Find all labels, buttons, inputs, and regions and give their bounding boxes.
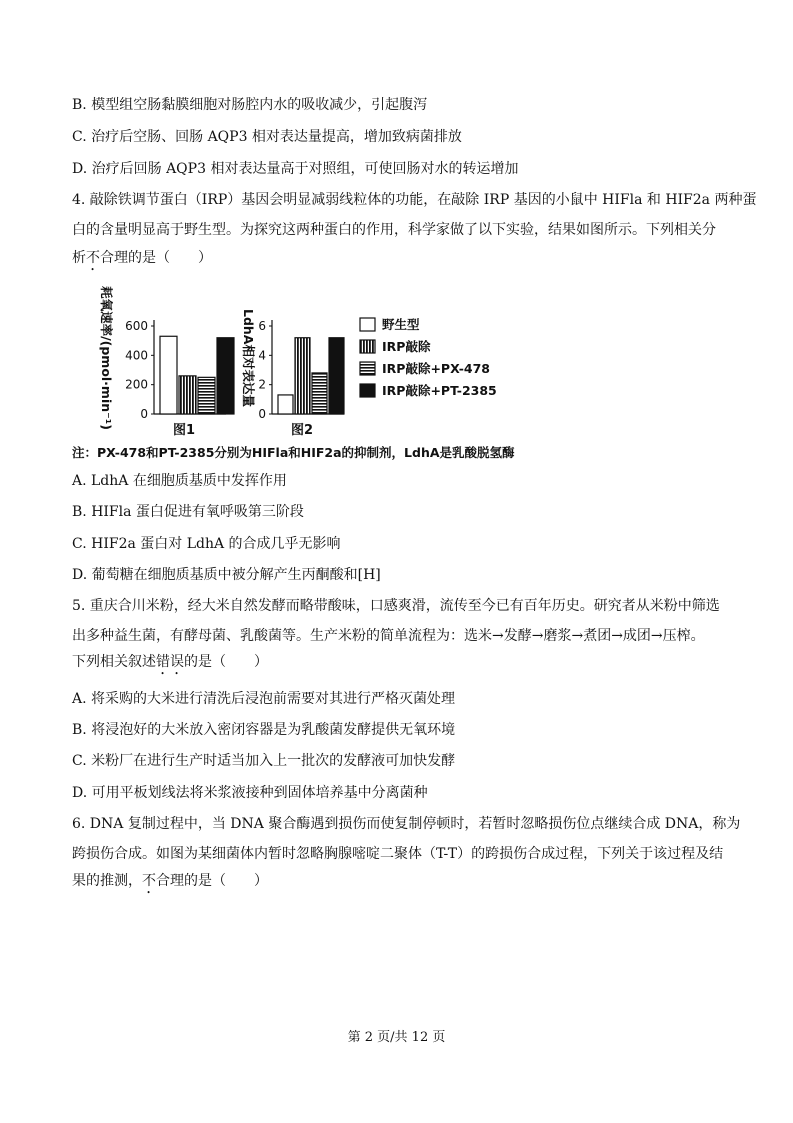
y-axis-label: 耗氧速率/(pmol·min⁻¹) <box>99 286 114 430</box>
y-tick-label: 2 <box>258 377 266 392</box>
bar-IRP敲除 <box>179 376 196 414</box>
q5-option-b: B. 将浸泡好的大米放入密闭容器是为乳酸菌发酵提供无氧环境 <box>72 722 456 738</box>
q4-figure <box>72 280 532 440</box>
q3-option-c: C. 治疗后空肠、回肠 AQP3 相对表达量提高，增加致病菌排放 <box>72 129 462 145</box>
bar-IRP敲除+PT-2385 <box>217 338 234 414</box>
legend-label: IRP敲除 <box>382 339 431 354</box>
q4-stem-line1: 4. 敲除铁调节蛋白（IRP）基因会明显减弱线粒体的功能，在敲除 IRP 基因的小鼠中 HIFla 和 HIF2a 两种蛋 <box>72 192 757 208</box>
bar-IRP敲除 <box>295 338 310 414</box>
q3-option-d: D. 治疗后回肠 AQP3 相对表达量高于对照组，可使回肠对水的转运增加 <box>72 161 519 177</box>
q4-option-a: A. LdhA 在细胞质基质中发挥作用 <box>72 473 287 489</box>
q5-stem-line3: 下列相关叙述错误的是（ ） <box>72 654 268 670</box>
q5-emphasis: 错误 <box>156 654 184 670</box>
y-tick-label: 0 <box>140 407 148 421</box>
bar-野生型 <box>160 336 177 414</box>
legend-swatch <box>360 318 375 331</box>
q4-stem-line3: 析不合理的是（ ） <box>72 250 212 266</box>
q4-note: 注：PX-478和PT-2385分别为HIFla和HIF2a的抑制剂，LdhA是乳酸脱氢酶 <box>72 445 515 460</box>
q4-option-c: C. HIF2a 蛋白对 LdhA 的合成几乎无影响 <box>72 536 341 552</box>
chart-title: 图1 <box>172 423 196 438</box>
legend-label: 野生型 <box>382 317 420 332</box>
page-footer: 第 2 页/共 12 页 <box>347 1030 446 1045</box>
chart-oxygen-consumption <box>99 286 234 438</box>
q4-stem-line2: 白的含量明显高于野生型。为探究这两种蛋白的作用，科学家做了以下实验，结果如图所示。下列相关分 <box>72 222 716 238</box>
q5-stem-line2: 出多种益生菌，有酵母菌、乳酸菌等。生产米粉的简单流程为：选米→发酵→磨浆→煮团→成团→压榨。 <box>72 628 705 644</box>
legend-swatch <box>360 340 375 353</box>
chart-ldha-expression <box>241 309 344 438</box>
y-tick-label: 600 <box>125 319 148 333</box>
legend-label: IRP敲除+PX-478 <box>382 361 490 376</box>
legend-swatch <box>360 384 375 397</box>
y-tick-label: 6 <box>258 319 266 333</box>
y-tick-label: 400 <box>125 348 148 363</box>
q4-emphasis: 不 <box>86 250 100 266</box>
y-tick-label: 4 <box>258 348 266 363</box>
y-tick-label: 200 <box>125 377 148 392</box>
chart-legend <box>360 317 497 398</box>
q5-option-d: D. 可用平板划线法将米浆液接种到固体培养基中分离菌种 <box>72 785 428 801</box>
chart-title: 图2 <box>290 423 314 438</box>
bar-IRP敲除+PX-478 <box>312 373 327 414</box>
y-axis-label: LdhA相对表达量 <box>241 309 256 407</box>
q5-stem-line1: 5. 重庆合川米粉，经大米自然发酵而略带酸味，口感爽滑，流传至今已有百年历史。研究者从米粉中筛选 <box>72 598 720 614</box>
bar-IRP敲除+PT-2385 <box>329 338 344 414</box>
bar-野生型 <box>278 395 293 414</box>
bar-IRP敲除+PX-478 <box>198 377 215 414</box>
q5-option-c: C. 米粉厂在进行生产时适当加入上一批次的发酵液可加快发酵 <box>72 753 456 769</box>
q6-stem-line3: 果的推测，不合理的是（ ） <box>72 873 268 889</box>
q4-option-b: B. HIFla 蛋白促进有氧呼吸第三阶段 <box>72 504 304 520</box>
q4-charts-svg <box>72 280 532 440</box>
legend-swatch <box>360 362 375 375</box>
y-tick-label: 0 <box>258 407 266 421</box>
q6-stem-line2: 跨损伤合成。如图为某细菌体内暂时忽略胸腺嘧啶二聚体（T-T）的跨损伤合成过程，下列关于该过程及结 <box>72 846 724 862</box>
q3-option-b: B. 模型组空肠黏膜细胞对肠腔内水的吸收减少，引起腹泻 <box>72 97 428 113</box>
q6-emphasis: 不 <box>142 873 156 889</box>
q4-option-d: D. 葡萄糖在细胞质基质中被分解产生丙酮酸和[H] <box>72 567 381 583</box>
q5-option-a: A. 将采购的大米进行清洗后浸泡前需要对其进行严格灭菌处理 <box>72 691 456 707</box>
legend-label: IRP敲除+PT-2385 <box>382 383 497 398</box>
q6-stem-line1: 6. DNA 复制过程中，当 DNA 聚合酶遇到损伤而使复制停顿时，若暂时忽略损伤位点继续合成 DNA，称为 <box>72 816 741 832</box>
